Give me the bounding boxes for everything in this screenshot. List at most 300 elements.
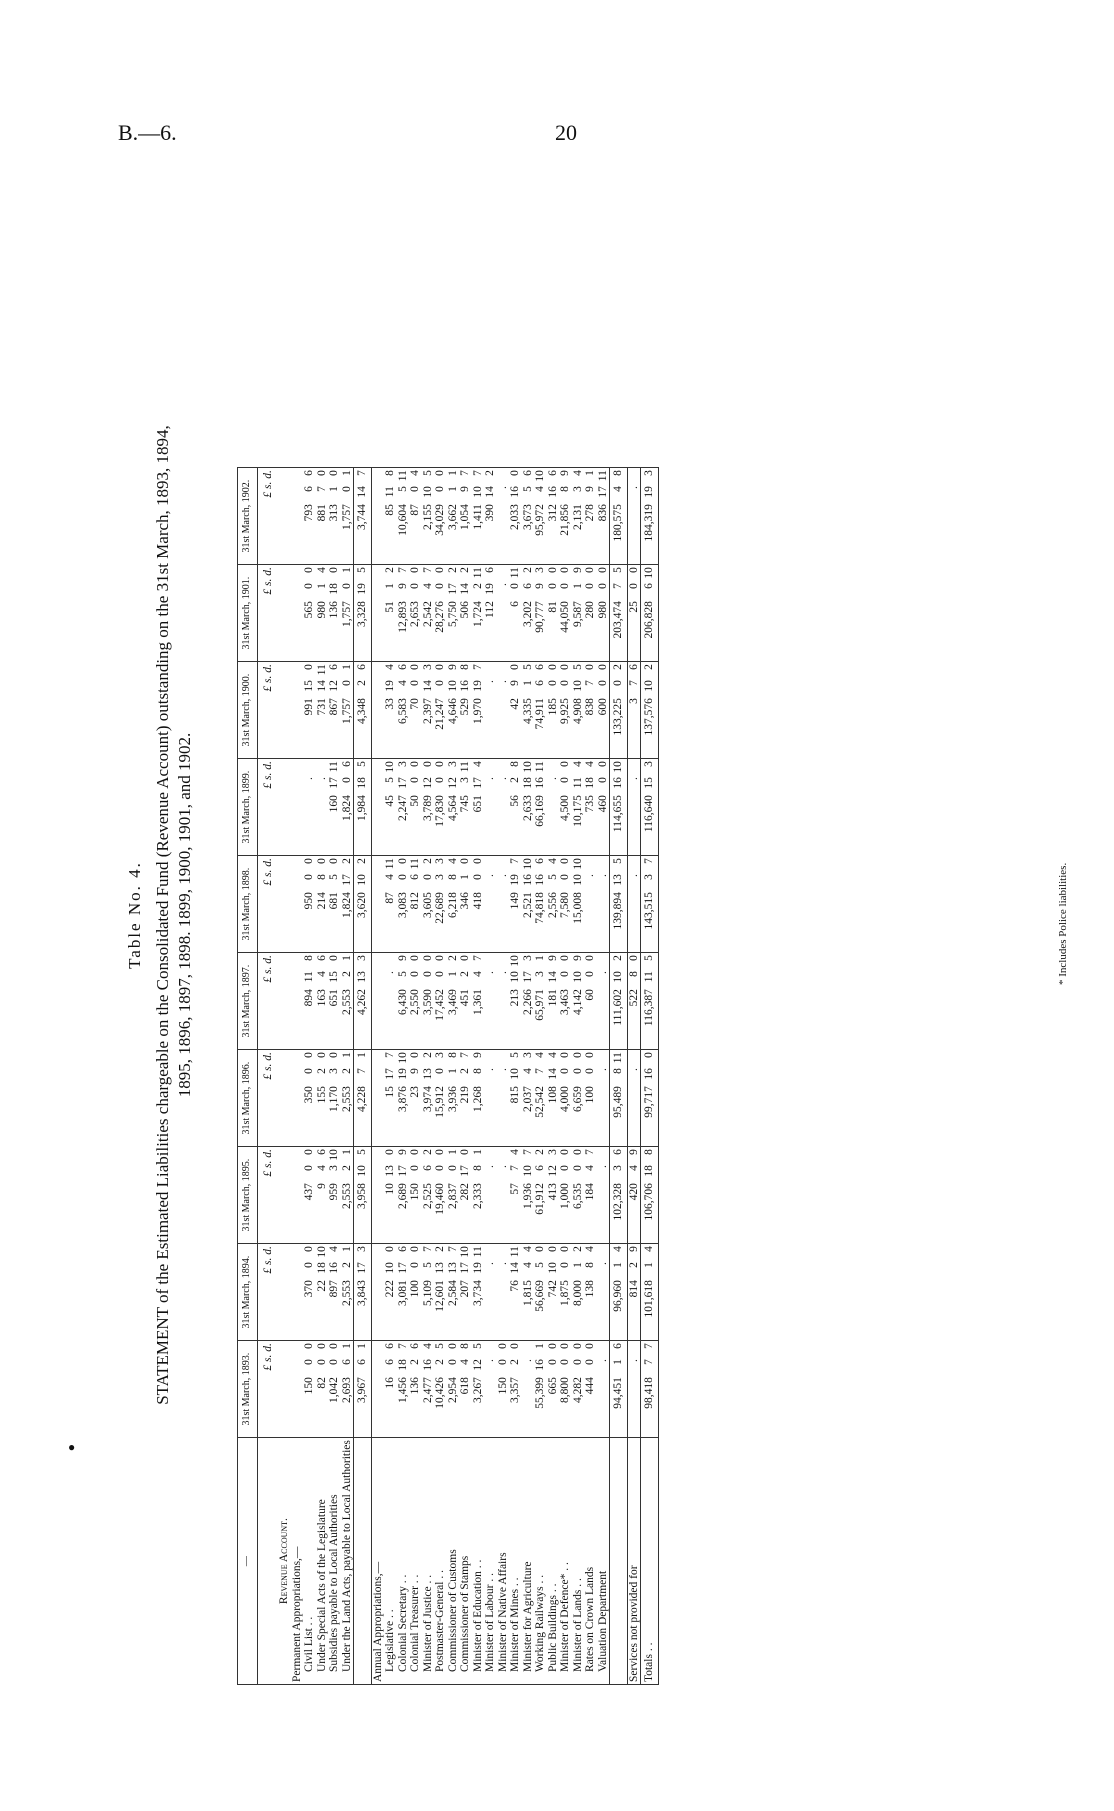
pence-value: 3 <box>521 955 534 961</box>
amount-cell <box>627 1341 641 1438</box>
shillings-value: 7 <box>534 1068 546 1074</box>
pence-value: 8 <box>384 470 396 476</box>
amount-cell <box>597 953 610 1050</box>
pounds-value: 529 <box>459 698 471 716</box>
amount-cell <box>397 1341 410 1438</box>
pence-value: 0 <box>328 1052 340 1058</box>
label-column-header: — <box>238 1438 258 1685</box>
pence-value: 0 <box>471 858 484 864</box>
pounds-value: 346 <box>459 892 471 910</box>
shillings-value: 17 <box>340 874 353 886</box>
amount-cell <box>559 1341 572 1438</box>
shillings-value: 19 <box>484 583 496 595</box>
pence-value: 1 <box>534 1343 546 1349</box>
amount-cell <box>522 468 535 565</box>
pounds-value: 85 <box>384 504 396 516</box>
pence-value: 0 <box>584 567 596 573</box>
pence-value: 1 <box>534 955 546 961</box>
pence-value: 9 <box>546 955 559 961</box>
pence-value: 1 <box>584 470 596 476</box>
pounds-value: 6,659 <box>571 1086 584 1113</box>
amount-cell <box>341 759 354 856</box>
shillings-value: 2 <box>340 1165 353 1171</box>
amount-cell <box>572 468 585 565</box>
amount-cell <box>484 856 497 953</box>
amount-cell <box>384 662 397 759</box>
amount-cell <box>316 468 329 565</box>
shillings-value: 6 <box>534 1165 546 1171</box>
shillings-value: . <box>596 1262 609 1266</box>
row-label: Minister of Justice . . <box>422 1438 435 1685</box>
shillings-value: 0 <box>340 583 353 589</box>
shillings-value: . <box>596 1165 609 1169</box>
amount-cell <box>610 759 628 856</box>
shillings-value: 16 <box>421 1359 434 1371</box>
pounds-value: 56 <box>509 795 521 807</box>
units-label: £ s. d. <box>257 1244 278 1341</box>
pounds-value: 1,970 <box>471 698 484 725</box>
amount-cell <box>641 468 659 565</box>
shillings-value: 1 <box>459 874 471 880</box>
pence-value: 1 <box>340 567 353 573</box>
pounds-value: 15,008 <box>571 892 584 924</box>
shillings-value: . <box>596 1359 609 1363</box>
shillings-value: . <box>484 971 496 975</box>
amount-cell <box>534 1244 547 1341</box>
pence-value: 3 <box>546 1149 559 1155</box>
pence-value: 0 <box>434 470 446 476</box>
amount-cell <box>354 468 372 565</box>
shillings-value: . <box>496 777 509 781</box>
pounds-value: 4,335 <box>521 698 534 725</box>
table-row <box>497 468 510 1685</box>
amount-cell <box>371 953 384 1050</box>
shillings-value: 4 <box>315 971 328 977</box>
pounds-value: 681 <box>328 892 340 910</box>
pounds-value: 136 <box>409 1377 421 1395</box>
shillings-value: 0 <box>434 583 446 589</box>
shillings-value: 10 <box>356 1165 368 1177</box>
shillings-value: 19 <box>356 583 368 595</box>
shillings-value: 4 <box>584 1165 596 1171</box>
shillings-value: 0 <box>546 583 559 589</box>
pence-value: 5 <box>421 470 434 476</box>
amount-cell <box>484 468 497 565</box>
pence-value: 6 <box>612 1149 624 1155</box>
shillings-value: 0 <box>434 777 446 783</box>
row-label: Minister of Defence* . . <box>559 1438 572 1685</box>
shillings-value: 14 <box>546 971 559 983</box>
pence-value: 5 <box>434 1343 446 1349</box>
table-row <box>641 468 659 1685</box>
pounds-value: 74,818 <box>534 892 546 924</box>
pounds-value: 203,474 <box>612 601 624 639</box>
amount-cell <box>278 759 291 856</box>
pence-value: 0 <box>409 1246 421 1252</box>
shillings-value: 12 <box>421 777 434 789</box>
amount-cell <box>559 1147 572 1244</box>
amount-cell <box>472 468 485 565</box>
column-header: 31st March, 1901. <box>238 565 258 662</box>
statement-subheading: 1895, 1896, 1897, 1898. 1899, 1900, 1901, and 1902. <box>175 732 194 1098</box>
amount-cell <box>341 468 354 565</box>
table-row <box>354 468 372 1685</box>
pounds-value: 21,247 <box>434 698 446 730</box>
pounds-value: 2,521 <box>521 892 534 919</box>
shillings-value: 3 <box>328 1165 340 1171</box>
pounds-value: 2,553 <box>340 1280 353 1307</box>
amount-cell <box>397 1244 410 1341</box>
amount-cell <box>522 662 535 759</box>
amount-cell <box>409 953 422 1050</box>
pence-value: 6 <box>303 470 315 476</box>
pounds-value: 2,553 <box>340 989 353 1016</box>
shillings-value: 2 <box>459 1068 471 1074</box>
shillings-value: 13 <box>421 1068 434 1080</box>
pence-value: 6 <box>328 664 340 670</box>
amount-cell <box>291 1147 304 1244</box>
pounds-value: 838 <box>584 698 596 716</box>
pence-value: 7 <box>396 1343 409 1349</box>
shillings-value: 18 <box>328 583 340 595</box>
shillings-value: 0 <box>409 971 421 977</box>
pounds-value: 219 <box>459 1086 471 1104</box>
amount-cell <box>534 468 547 565</box>
pence-value: 0 <box>509 664 521 670</box>
pence-value: 0 <box>446 1343 459 1349</box>
shillings-value: 1 <box>643 1262 655 1268</box>
pence-value: 7 <box>384 1052 396 1058</box>
amount-cell <box>447 565 460 662</box>
pounds-value: 3,967 <box>356 1377 368 1404</box>
pence-value: 7 <box>459 470 471 476</box>
units-label: £ s. d. <box>257 1341 278 1438</box>
pounds-value: 10,604 <box>396 504 409 536</box>
shillings-value: 9 <box>534 583 546 589</box>
pence-value: 3 <box>434 858 446 864</box>
table-row <box>371 468 384 1685</box>
pounds-value: 815 <box>509 1086 521 1104</box>
shillings-value: 7 <box>627 680 640 686</box>
shillings-value: 6 <box>384 1359 396 1365</box>
pence-value: 0 <box>303 1246 315 1252</box>
amount-cell <box>610 953 628 1050</box>
pounds-value: 133,225 <box>612 698 624 736</box>
pence-value: 6 <box>534 858 546 864</box>
shillings-value: 2 <box>627 1262 640 1268</box>
pence-value: 9 <box>471 1052 484 1058</box>
pounds-value: 19,460 <box>434 1183 446 1215</box>
pence-value: 7 <box>584 1149 596 1155</box>
shillings-value: 8 <box>471 1068 484 1074</box>
pence-value: 0 <box>315 1052 328 1058</box>
pence-value: 7 <box>471 664 484 670</box>
pence-value: 2 <box>484 470 496 476</box>
pence-value: 9 <box>627 1149 640 1155</box>
pounds-value: 991 <box>303 698 315 716</box>
table-row <box>484 468 497 1685</box>
pence-value: 0 <box>559 955 571 961</box>
pence-value: 0 <box>328 1343 340 1349</box>
pence-value: 0 <box>509 1343 521 1349</box>
amount-cell <box>472 1147 485 1244</box>
pence-value: 3 <box>421 664 434 670</box>
amount-cell <box>354 1147 372 1244</box>
shillings-value: 5 <box>534 1262 546 1268</box>
amount-cell <box>434 662 447 759</box>
pence-value: 0 <box>584 664 596 670</box>
amount-cell <box>341 565 354 662</box>
pence-value: 11 <box>534 761 546 773</box>
pence-value: 3 <box>446 761 459 767</box>
pence-value: 11 <box>612 1052 624 1064</box>
shillings-value: 6 <box>421 1165 434 1171</box>
amount-cell <box>522 856 535 953</box>
column-header: 31st March, 1900. <box>238 662 258 759</box>
pounds-value: 282 <box>459 1183 471 1201</box>
amount-cell <box>534 856 547 953</box>
pounds-value: 95,972 <box>534 504 546 536</box>
amount-cell <box>384 1147 397 1244</box>
shillings-value: 14 <box>484 486 496 498</box>
amount-cell <box>627 1147 641 1244</box>
pence-value: 0 <box>303 1149 315 1155</box>
shillings-value: 0 <box>584 1359 596 1365</box>
amount-cell <box>434 1147 447 1244</box>
amount-cell <box>534 1147 547 1244</box>
pounds-value: 5,109 <box>421 1280 434 1307</box>
amount-cell <box>497 1244 510 1341</box>
amount-cell <box>397 662 410 759</box>
amount-cell <box>584 759 597 856</box>
amount-cell <box>472 856 485 953</box>
pence-value: 3 <box>643 470 655 476</box>
pounds-value: 1,757 <box>340 601 353 628</box>
table-row <box>316 468 329 1685</box>
shillings-value: 0 <box>559 777 571 783</box>
pounds-value: 184 <box>584 1183 596 1201</box>
amount-cell <box>459 565 472 662</box>
amount-cell <box>371 759 384 856</box>
pounds-value: 95,489 <box>612 1086 624 1118</box>
row-label: Working Railways . . <box>534 1438 547 1685</box>
pounds-value: 34,029 <box>434 504 446 536</box>
pounds-value: 17,452 <box>434 989 446 1021</box>
pounds-value: 7,580 <box>559 892 571 919</box>
pence-value: 3 <box>643 761 655 767</box>
pence-value: 2 <box>643 664 655 670</box>
amount-cell <box>328 1244 341 1341</box>
amount-cell <box>559 1244 572 1341</box>
pounds-value: 390 <box>484 504 496 522</box>
pounds-value: 163 <box>315 989 328 1007</box>
pounds-value: 6 <box>509 601 521 607</box>
column-header: 31st March, 1898. <box>238 856 258 953</box>
amount-cell <box>597 662 610 759</box>
shillings-value: 10 <box>643 680 655 692</box>
pence-value: 11 <box>396 470 409 482</box>
pence-value: 4 <box>421 1343 434 1349</box>
pounds-value: 2,155 <box>421 504 434 531</box>
shillings-value: 0 <box>340 486 353 492</box>
amount-cell <box>559 856 572 953</box>
amount-cell <box>303 1050 316 1147</box>
pounds-value: 44,050 <box>559 601 571 633</box>
pounds-value: 106,706 <box>643 1183 655 1221</box>
amount-cell <box>434 759 447 856</box>
shillings-value: 4 <box>459 1359 471 1365</box>
pounds-value: 812 <box>409 892 421 910</box>
pounds-value: 3,936 <box>446 1086 459 1113</box>
amount-cell <box>472 759 485 856</box>
units-label: £ s. d. <box>257 1147 278 1244</box>
pounds-value: 136 <box>328 601 340 619</box>
amount-cell <box>484 1341 497 1438</box>
shillings-value: 14 <box>509 1262 521 1274</box>
column-header: 31st March, 1897. <box>238 953 258 1050</box>
pence-value: 11 <box>596 470 609 482</box>
pounds-value: 2,037 <box>521 1086 534 1113</box>
pounds-value: 1,456 <box>396 1377 409 1404</box>
shillings-value: 19 <box>471 680 484 692</box>
pounds-value: 150 <box>496 1377 509 1395</box>
amount-cell <box>371 1147 384 1244</box>
shillings-value: 16 <box>328 1262 340 1274</box>
amount-cell <box>409 468 422 565</box>
amount-cell <box>291 953 304 1050</box>
pence-value: 11 <box>509 1246 521 1258</box>
pounds-value: 3,463 <box>559 989 571 1016</box>
pounds-value: 66,169 <box>534 795 546 827</box>
amount-cell <box>559 759 572 856</box>
shillings-value: 0 <box>559 874 571 880</box>
pence-value: 2 <box>434 1246 446 1252</box>
shillings-value: 0 <box>303 1165 315 1171</box>
pence-value: 9 <box>396 1149 409 1155</box>
amount-cell <box>316 565 329 662</box>
shillings-value: 0 <box>596 777 609 783</box>
pence-value: 0 <box>409 664 421 670</box>
pence-value: 10 <box>612 761 624 773</box>
pounds-value: 74,911 <box>534 698 546 730</box>
table-row <box>522 468 535 1685</box>
shillings-value: 0 <box>434 486 446 492</box>
amount-cell <box>584 1244 597 1341</box>
pounds-value: 418 <box>471 892 484 910</box>
pence-value: 7 <box>509 858 521 864</box>
pence-value: 6 <box>315 955 328 961</box>
pence-value: 11 <box>315 664 328 676</box>
pounds-value: 565 <box>303 601 315 619</box>
amount-cell <box>316 953 329 1050</box>
shillings-value: 14 <box>315 680 328 692</box>
pence-value: 3 <box>434 1052 446 1058</box>
shillings-value: 10 <box>521 1165 534 1177</box>
amount-cell <box>278 1341 291 1438</box>
row-label: Commissioner of Stamps <box>459 1438 472 1685</box>
amount-cell <box>627 1244 641 1341</box>
pence-value: 7 <box>471 955 484 961</box>
pence-value: 2 <box>571 1246 584 1252</box>
shillings-value: 2 <box>356 680 368 686</box>
shillings-value: 5 <box>384 777 396 783</box>
amount-cell <box>422 468 435 565</box>
pounds-value: 5,750 <box>446 601 459 628</box>
pounds-value: 65,971 <box>534 989 546 1021</box>
pence-value: 2 <box>356 858 368 864</box>
pounds-value: 2,689 <box>396 1183 409 1210</box>
shillings-value: 5 <box>396 486 409 492</box>
pence-value: 6 <box>612 1343 624 1349</box>
amount-cell <box>534 1050 547 1147</box>
amount-cell <box>547 856 560 953</box>
pence-value: 10 <box>509 955 521 967</box>
pence-value: 2 <box>421 858 434 864</box>
amount-cell <box>422 953 435 1050</box>
shillings-value: 8 <box>471 1165 484 1171</box>
pence-value: 0 <box>596 664 609 670</box>
pounds-value: 3,958 <box>356 1183 368 1210</box>
amount-cell <box>584 1341 597 1438</box>
units-label: £ s. d. <box>257 565 278 662</box>
shillings-value: 0 <box>434 1068 446 1074</box>
amount-cell <box>303 953 316 1050</box>
table-row <box>409 468 422 1685</box>
amount-cell <box>559 565 572 662</box>
amount-cell <box>303 856 316 953</box>
column-header: 31st March, 1895. <box>238 1147 258 1244</box>
amount-cell <box>384 856 397 953</box>
units-label: £ s. d. <box>257 953 278 1050</box>
pence-value: 10 <box>315 1246 328 1258</box>
shillings-value: 0 <box>303 874 315 880</box>
pounds-value: 184,319 <box>643 504 655 542</box>
shillings-value: 3 <box>434 874 446 880</box>
amount-cell <box>509 856 522 953</box>
amount-cell <box>409 1341 422 1438</box>
amount-cell <box>354 856 372 953</box>
pounds-value: 1,936 <box>521 1183 534 1210</box>
amount-cell <box>472 1050 485 1147</box>
pounds-value: 3,744 <box>356 504 368 531</box>
shillings-value: 2 <box>315 1068 328 1074</box>
shillings-value: 1 <box>612 1262 624 1268</box>
header-row <box>238 468 258 1685</box>
amount-cell <box>291 856 304 953</box>
amount-cell <box>384 953 397 1050</box>
pence-value: 10 <box>521 858 534 870</box>
pence-value: 0 <box>396 858 409 864</box>
shillings-value: 7 <box>643 1359 655 1365</box>
amount-cell <box>597 759 610 856</box>
shillings-value: 0 <box>315 1359 328 1365</box>
pounds-value: 312 <box>546 504 559 522</box>
pounds-value: 4,908 <box>571 698 584 725</box>
pounds-value: 2,266 <box>521 989 534 1016</box>
amount-cell <box>291 468 304 565</box>
shillings-value: 17 <box>596 486 609 498</box>
amount-cell <box>447 662 460 759</box>
amount-cell <box>509 953 522 1050</box>
pounds-value: 28,276 <box>434 601 446 633</box>
table-row <box>584 468 597 1685</box>
amount-cell <box>341 1050 354 1147</box>
units-row <box>257 468 278 1685</box>
shillings-value: 0 <box>421 874 434 880</box>
amount-cell <box>497 1341 510 1438</box>
shillings-value: 6 <box>303 486 315 492</box>
shillings-value: 1 <box>571 583 584 589</box>
